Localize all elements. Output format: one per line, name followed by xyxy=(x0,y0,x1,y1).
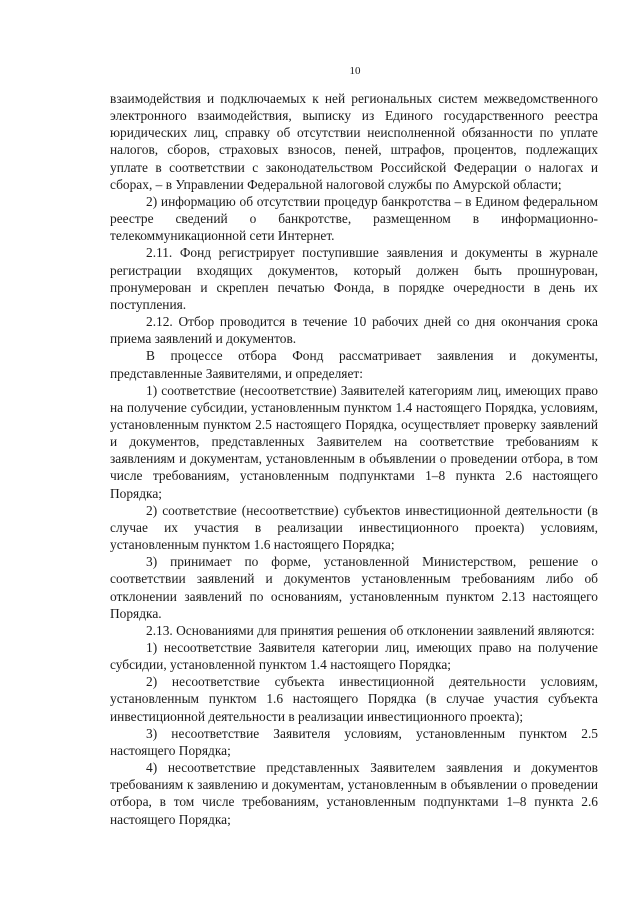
paragraph-determine-item-3: 3) принимает по форме, установленной Министерством, решение о соответствии заявлений и документов установленным требованиям либо об отклонении заявлений по основаниям, установленным пунктом 2.13 настоящего Порядка. xyxy=(110,554,598,621)
page-number: 10 xyxy=(349,65,361,77)
paragraph-determine-item-1: 1) соответствие (несоответствие) Заявителей категориям лиц, имеющих право на получение субсидии, установленным пунктом 1.4 настоящего Порядка, условиям, установленным пунктом 2.5 настоящего Порядка, осуществляет проверку заявлений и документов, представленных Заявителем на соответствие требованиям к заявлениям и документам, установленным в объявлении о проведении отбора, в том числе требованиям, установленным подпунктами 1–8 пункта 2.6 настоящего Порядка; xyxy=(110,382,598,501)
paragraph-selection-process: В процессе отбора Фонд рассматривает заявления и документы, представленные Заявителями, и определяет: xyxy=(110,348,598,381)
paragraph-2-12: 2.12. Отбор проводится в течение 10 рабочих дней со дня окончания срока приема заявлений и документов. xyxy=(110,314,598,347)
paragraph-continuation: взаимодействия и подключаемых к ней региональных систем межведомственного электронного взаимодействия, выписку из Единого государственного реестра юридических лиц, справку об отсутствии неисполненной обязанности по уплате налогов, сборов, страховых взносов, пеней, штрафов, процентов, подлежащих уплате в соответствии с законодательством Российской Федерации о налогах и сборах, – в Управлении Федеральной налоговой службы по Амурской области; xyxy=(110,91,598,192)
paragraph-determine-item-2: 2) соответствие (несоответствие) субъектов инвестиционной деятельности (в случае их участия в реализации инвестиционного проекта) условиям, установленным пунктом 1.6 настоящего Порядка; xyxy=(110,502,598,553)
paragraph-rejection-item-2: 2) несоответствие субъекта инвестиционной деятельности условиям, установленным пунктом 1.6 настоящего Порядка (в случае участия субъекта инвестиционной деятельности в реализации инвестиционного проекта); xyxy=(110,674,598,724)
paragraph-rejection-item-1: 1) несоответствие Заявителя категории лиц, имеющих право на получение субсидии, установленной пунктом 1.4 настоящего Порядка; xyxy=(110,640,598,673)
paragraph-item-2-bankruptcy: 2) информацию об отсутствии процедур банкротства – в Едином федеральном реестре сведений о банкротстве, размещенном в информационно-телекоммуникационной сети Интернет. xyxy=(110,193,598,244)
paragraph-2-13: 2.13. Основаниями для принятия решения об отклонении заявлений являются: xyxy=(146,622,595,638)
paragraph-2-11: 2.11. Фонд регистрирует поступившие заявления и документы в журнале регистрации входящих документов, который должен быть прошнурован, пронумерован и скреплен печатью Фонда, в порядке очередности в день их поступления. xyxy=(110,245,598,312)
paragraph-rejection-item-4: 4) несоответствие представленных Заявителем заявления и документов требованиям к заявлению и документам, установленным в объявлении о проведении отбора, в том числе требованиям, установленным подпунктами 1–8 пункта 2.6 настоящего Порядка; xyxy=(110,760,598,827)
paragraph-rejection-item-3: 3) несоответствие Заявителя условиям, установленным пунктом 2.5 настоящего Порядка; xyxy=(110,725,598,758)
document-body xyxy=(110,90,598,828)
